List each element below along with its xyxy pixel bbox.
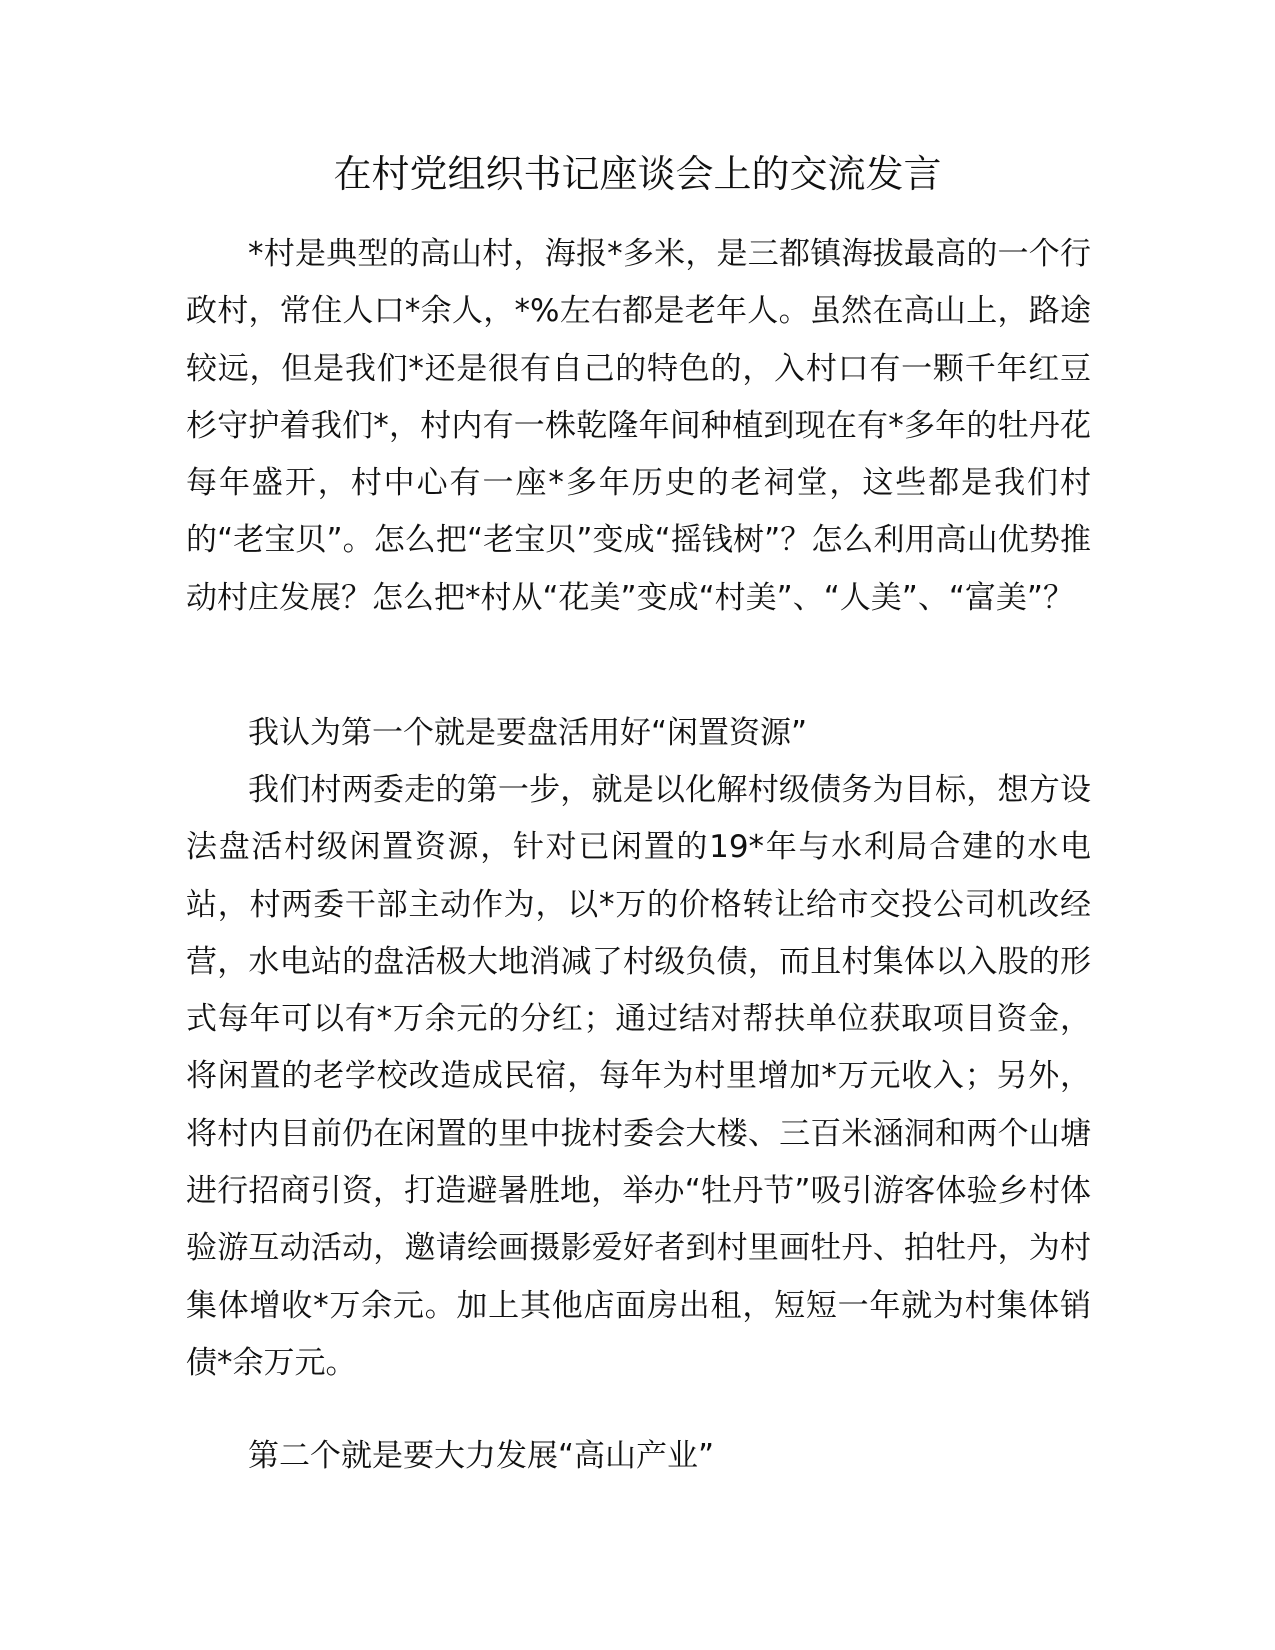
paragraph-idle-resources-detail: 我们村两委走的第一步，就是以化解村级债务为目标，想方设法盘活村级闲置资源，针对已闲置的19*年与水利局合建的水电站，村两委干部主动作为，以*万的价格转让给市交投公司机改经营，水电站的盘活极大地消减了村级负债，而且村集体以入股的形式每年可以有*万余元的分红；通过结对帮扶单位获取项目资金，将闲置的老学校改造成民宿，每年为村里增加*万元收入；另外，将村内目前仍在闲置的里中拢村委会大楼、三百米涵洞和两个山塘进行招商引资，打造避暑胜地，举办“牡丹节”吸引游客体验乡村体验游互动活动，邀请绘画摄影爱好者到村里画牡丹、拍牡丹，为村集体增收*万余元。加上其他店面房出租，短短一年就为村集体销债*余万元。 <box>186 772 1091 1381</box>
paragraph-heading-idle-resources: 我认为第一个就是要盘活用好“闲置资源” <box>248 715 808 751</box>
paragraph-heading-mountain-industry: 第二个就是要大力发展“高山产业” <box>248 1438 715 1474</box>
paragraph-intro: *村是典型的高山村，海报*多米，是三都镇海拔最高的一个行政村，常住人口*余人，*%左右都是老年人。虽然在高山上，路途较远，但是我们*还是很有自己的特色的，入村口有一颗千年红豆杉守护着我们*，村内有一株乾隆年间种植到现在有*多年的牡丹花每年盛开，村中心有一座*多年历史的老祠堂，这些都是我们村的“老宝贝”。怎么把“老宝贝”变成“摇钱树”？怎么利用高山优势推动村庄发展？怎么把*村从“花美”变成“村美”、“人美”、“富美”？ <box>186 236 1091 616</box>
document-title: 在村党组织书记座谈会上的交流发言 <box>333 152 942 196</box>
